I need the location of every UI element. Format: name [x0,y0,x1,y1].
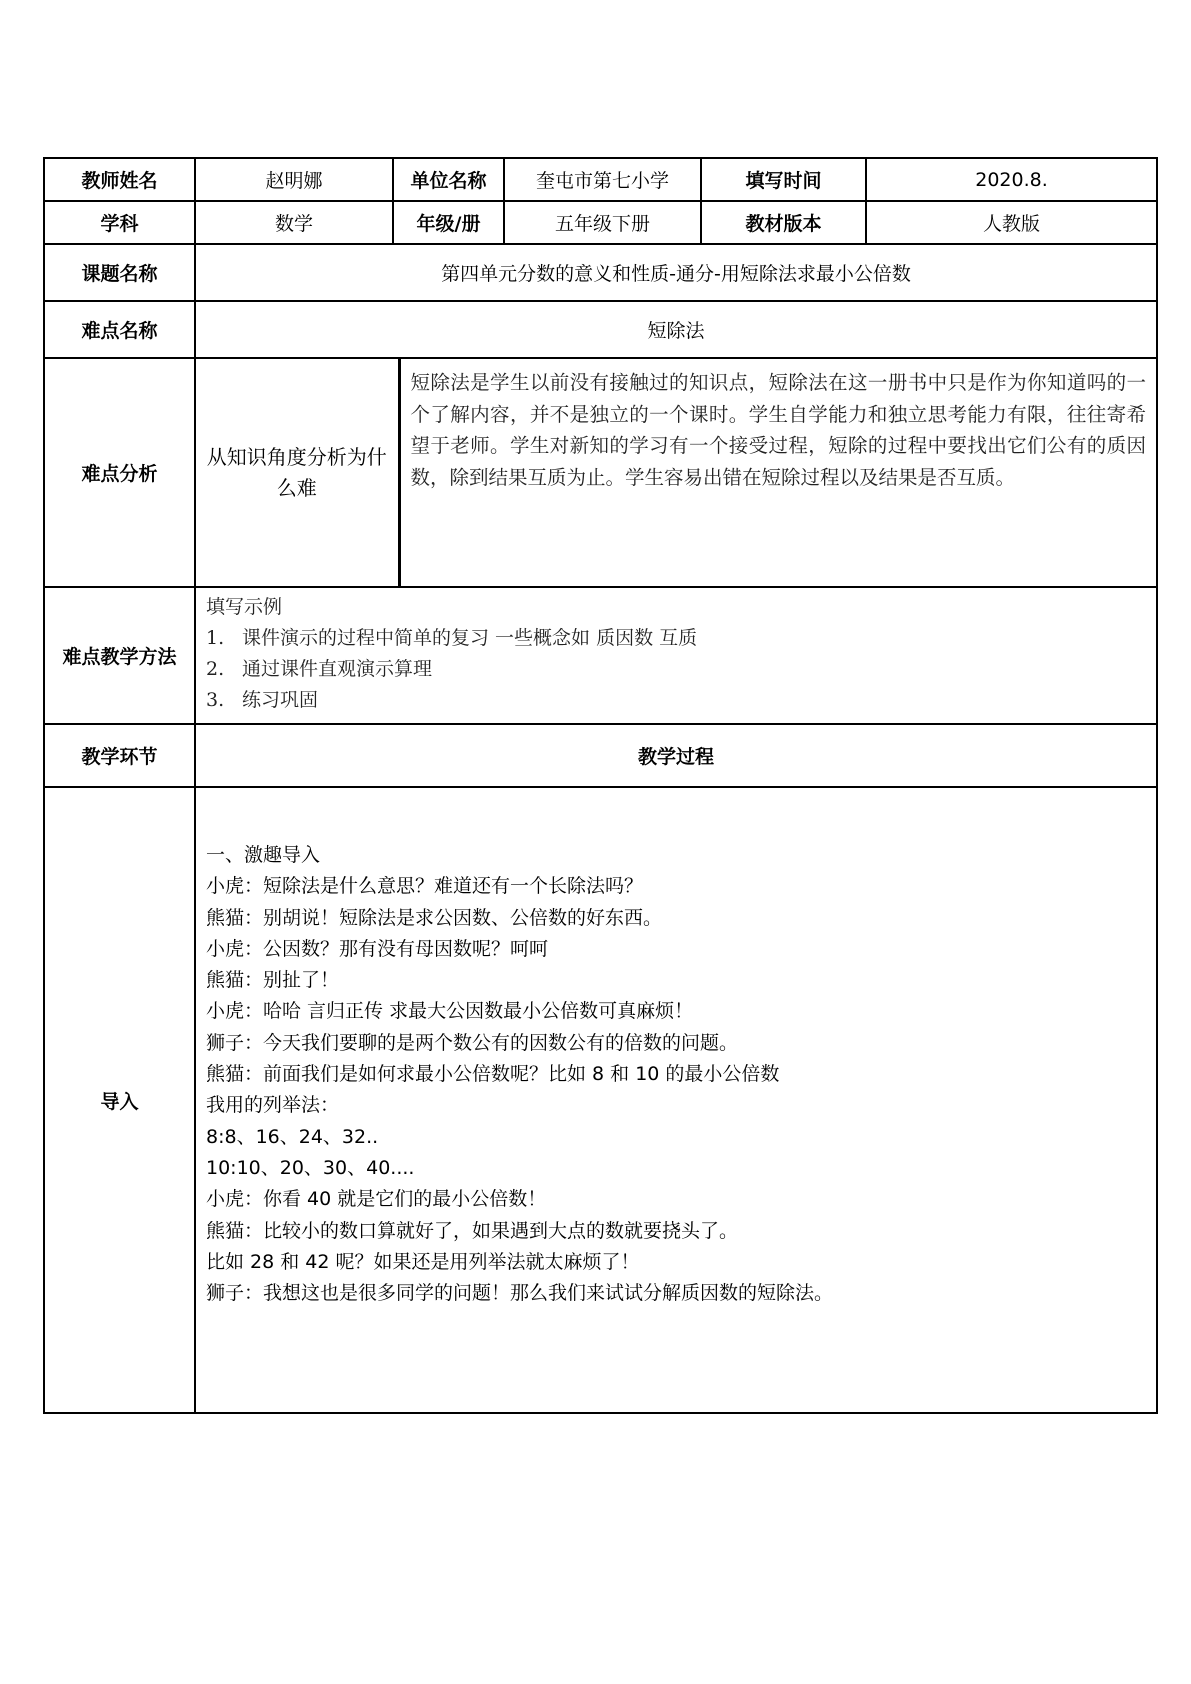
difficulty-value: 短除法 [195,301,1157,358]
difficulty-row [44,301,1157,358]
method-item-number: 3. [206,689,225,711]
intro-line: 熊猫：别胡说！短除法是求公因数、公倍数的好东西。 [206,906,663,929]
edition-value: 人教版 [866,201,1157,244]
header-row-1 [44,158,1157,201]
topic-row [44,244,1157,301]
method-item-number: 2. [206,658,225,680]
subject-value: 数学 [195,201,393,244]
lesson-plan-table [43,157,1158,1414]
topic-label: 课题名称 [44,244,195,301]
intro-line: 小虎：公因数？那有没有母因数呢？呵呵 [206,937,549,960]
method-item [206,623,1146,654]
process-header: 教学过程 [195,724,1157,787]
intro-line: 比如 28 和 42 呢？如果还是用列举法就太麻烦了！ [206,1250,640,1273]
intro-line: 一、激趣导入 [206,844,321,866]
method-row [44,587,1157,724]
process-header-row [44,724,1157,787]
teacher-name-value: 赵明娜 [195,158,393,201]
analysis-why-label: 从知识角度分析为什么难 [196,359,399,586]
method-item-text: 练习巩固 [242,689,319,711]
analysis-label: 难点分析 [44,358,195,587]
intro-line: 狮子：今天我们要聊的是两个数公有的因数公有的倍数的问题。 [206,1031,739,1054]
method-content [195,587,1157,724]
school-label: 单位名称 [393,158,504,201]
school-value: 奎屯市第七小学 [504,158,701,201]
intro-line: 小虎：你看 40 就是它们的最小公倍数！ [206,1188,547,1211]
teacher-name-label: 教师姓名 [44,158,195,201]
intro-line: 熊猫：比较小的数口算就好了，如果遇到大点的数就要挠头了。 [206,1219,739,1242]
method-label: 难点教学方法 [44,587,195,724]
grade-value: 五年级下册 [504,201,701,244]
intro-line: 熊猫：别扯了！ [206,969,340,992]
intro-line: 熊猫：前面我们是如何求最小公倍数呢？比如 8 和 10 的最小公倍数 [206,1063,780,1086]
fill-date-label: 填写时间 [701,158,866,201]
grade-label: 年级/册 [393,201,504,244]
method-item [206,654,1146,685]
intro-stage-label: 导入 [44,787,195,1413]
stage-header: 教学环节 [44,724,195,787]
intro-line: 10:10、20、30、40.... [206,1156,415,1179]
fill-date-value: 2020.8. [866,158,1157,201]
intro-line: 小虎：哈哈 言归正传 求最大公因数最小公倍数可真麻烦！ [206,1000,694,1023]
intro-content [195,787,1157,1413]
method-intro: 填写示例 [206,596,283,618]
topic-value: 第四单元分数的意义和性质-通分-用短除法求最小公倍数 [195,244,1157,301]
analysis-text: 短除法是学生以前没有接触过的知识点，短除法在这一册书中只是作为你知道吗的一个了解内容，并不是独立的一个课时。学生自学能力和独立思考能力有限，往往寄希望于老师。学生对新知的学习有一个接受过程，短除的过程中要找出它们公有的质因数，除到结果互质为止。学生容易出错在短除过程以及结果是否互质。 [410,371,1146,489]
analysis-inner-table [196,359,1156,586]
method-item-text: 通过课件直观演示算理 [242,658,433,680]
header-row-2 [44,201,1157,244]
analysis-row [44,358,1157,587]
intro-line: 8:8、16、24、32.. [206,1125,379,1148]
method-item [206,685,1146,716]
intro-line: 狮子：我想这也是很多同学的问题！那么我们来试试分解质因数的短除法。 [206,1282,834,1305]
intro-line: 小虎：短除法是什么意思？难道还有一个长除法吗？ [206,875,644,898]
analysis-content [195,358,1157,587]
subject-label: 学科 [44,201,195,244]
method-item-number: 1. [206,627,225,649]
lesson-plan-page [43,157,1156,1414]
difficulty-label: 难点名称 [44,301,195,358]
intro-row [44,787,1157,1413]
method-item-text: 课件演示的过程中简单的复习 一些概念如 质因数 互质 [242,627,698,649]
intro-line: 我用的列举法： [206,1094,340,1117]
edition-label: 教材版本 [701,201,866,244]
